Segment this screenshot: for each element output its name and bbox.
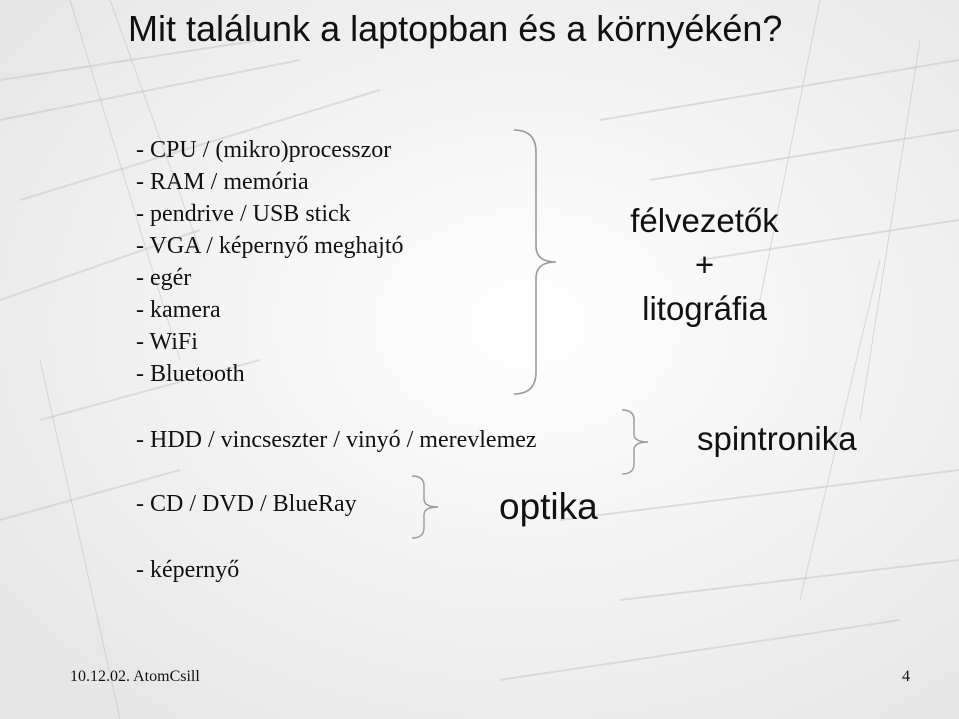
footer-page-number: 4 [902, 668, 910, 685]
list-item-bluetooth: - Bluetooth [136, 361, 245, 387]
list-item-camera: - kamera [136, 297, 221, 323]
slide-title: Mit találunk a laptopban és a környékén? [128, 8, 783, 49]
list-item-hdd: - HDD / vincseszter / vinyó / merevlemez [136, 427, 537, 453]
label-line-semiconductors: félvezetők [630, 202, 779, 239]
label-line-lithography: litográfia [642, 290, 767, 327]
footer-date-author: 10.12.02. AtomCsill [70, 668, 200, 685]
brace-group1-icon [510, 128, 560, 396]
list-item-screen: - képernyő [136, 557, 240, 583]
list-item-cpu: - CPU / (mikro)processzor [136, 137, 392, 163]
brace-group2-icon [618, 408, 652, 476]
list-item-vga: - VGA / képernyő meghajtó [136, 233, 404, 259]
label-line-plus: + [694, 246, 715, 283]
list-item-pendrive: - pendrive / USB stick [136, 201, 351, 227]
list-item-mouse: - egér [136, 265, 192, 291]
label-semiconductors [612, 199, 797, 331]
list-item-wifi: - WiFi [136, 329, 198, 355]
label-optics: optika [499, 486, 598, 527]
brace-group3-icon [408, 474, 442, 540]
list-item-ram: - RAM / memória [136, 169, 309, 195]
list-item-cd-dvd: - CD / DVD / BlueRay [136, 491, 357, 517]
label-spintronics: spintronika [697, 420, 857, 457]
